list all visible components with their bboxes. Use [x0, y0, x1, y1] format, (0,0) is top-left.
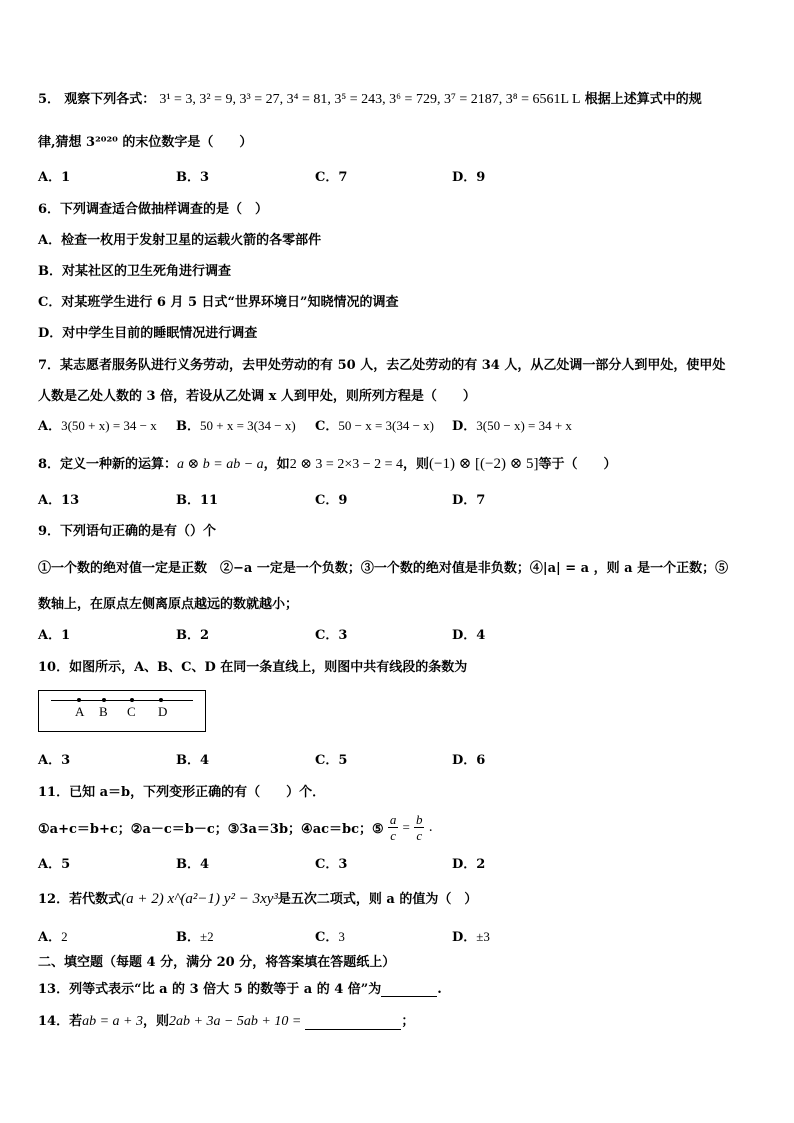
q9-line1: ①一个数的绝对值一定是正数 ②−a 一定是一个负数；③一个数的绝对值是非负数；④|a| = a ，则 a 是一个正数；⑤	[38, 561, 729, 576]
q12-stem-b: 是五次二项式，则 a 的值为（ ）	[277, 892, 478, 907]
q7-option-c-value: 50 − x = 3(34 − x)	[338, 418, 435, 433]
q11-option-c[interactable]: C．3	[315, 857, 348, 872]
q12-option-c[interactable]	[315, 926, 345, 945]
q13-answer-blank[interactable]	[381, 982, 437, 997]
q7-option-d[interactable]	[452, 415, 572, 434]
q7-option-a-value: 3(50 + x) = 34 − x	[61, 418, 157, 433]
q7-option-c-label: C．	[315, 419, 339, 434]
q11-fraction-a	[388, 812, 399, 843]
q9-stem: 9．下列语句正确的是有（）个	[38, 524, 217, 539]
q12-option-a[interactable]	[38, 926, 68, 945]
q8-options	[38, 489, 758, 509]
q14-answer-blank[interactable]	[305, 1015, 401, 1030]
q10-option-b[interactable]: B．4	[176, 753, 210, 768]
q11-items	[38, 812, 433, 846]
q9-option-b[interactable]: B．2	[176, 628, 210, 643]
q11-fraction-b	[414, 812, 425, 843]
q14-expression: 2ab + 3a − 5ab + 10 =	[169, 1014, 302, 1029]
q7-line2: 人数是乙处人数的 3 倍，若设从乙处调 x 人到甲处，则所列方程是（ ）	[38, 389, 476, 404]
q5-option-a[interactable]: A．1	[38, 170, 71, 185]
q12-option-c-value: 3	[338, 929, 345, 944]
q14-condition: ab = a + 3	[82, 1014, 143, 1029]
q5-powers: 3¹ = 3, 3² = 9, 3³ = 27, 3⁴ = 81, 3⁵ = 243, 3⁶ = 729, 3⁷ = 2187, 3⁸ = 6561L L	[159, 92, 581, 107]
q9-option-d[interactable]: D．4	[452, 628, 486, 643]
point-a-dot	[77, 698, 81, 702]
q9-option-a[interactable]: A．1	[38, 628, 71, 643]
q12-option-b[interactable]	[176, 926, 214, 945]
q7-option-a-label: A．	[38, 419, 62, 434]
q11-option-d[interactable]: D．2	[452, 857, 486, 872]
q11-option-b[interactable]: B．4	[176, 857, 210, 872]
q7-option-b-label: B．	[176, 419, 200, 434]
q13-text: 13．列等式表示“比 a 的 3 倍大 5 的数等于 a 的 4 倍”为	[38, 982, 382, 997]
q11-items-text: ①a+c＝b+c；②a－c＝b－c；③3a＝3b；④ac＝bc；⑤	[38, 822, 384, 837]
q8-stem-c: ，如	[263, 457, 290, 472]
q7-options	[38, 415, 758, 435]
q13-stem	[38, 978, 442, 997]
point-c-dot	[130, 698, 134, 702]
q14-end: ；	[401, 1014, 415, 1029]
q7-line1: 7．某志愿者服务队进行义务劳动，去甲处劳动的有 50 人，去乙处劳动的有 34 人，从乙处调一部分人到甲处，使甲处	[38, 358, 726, 373]
q6-option-c[interactable]: C．对某班学生进行 6 月 5 日式“世界环境日”知晓情况的调查	[38, 295, 399, 310]
q12-option-d[interactable]	[452, 926, 490, 945]
q5-line2: 律,猜想 3²⁰²⁰ 的末位数字是（ ）	[38, 135, 253, 150]
q14-stem-a: 14．若	[38, 1014, 83, 1029]
q6-option-a[interactable]: A．检查一枚用于发射卫星的运载火箭的各零部件	[38, 233, 322, 248]
q14-stem-b: ，则	[143, 1014, 170, 1029]
q8-example: 2 ⊗ 3 = 2×3 − 2 = 4	[289, 457, 403, 472]
q7-option-b-value: 50 + x = 3(34 − x)	[200, 418, 296, 433]
q11-frac-b-den: c	[416, 828, 423, 843]
q11-options	[38, 853, 758, 873]
q11-option-a[interactable]: A．5	[38, 857, 71, 872]
q8-option-b[interactable]: B．11	[176, 493, 219, 508]
q5-option-b[interactable]: B．3	[176, 170, 210, 185]
q8-expression: (−1) ⊗ [(−2) ⊗ 5]	[429, 456, 539, 472]
q5-number: 5．	[38, 92, 61, 107]
section-heading: 二、填空题（每题 4 分，满分 20 分，将答案填在答题纸上）	[38, 955, 396, 970]
q7-option-d-label: D．	[452, 419, 477, 434]
q12-stem-a: 12．若代数式	[38, 892, 122, 907]
q5-tail: 根据上述算式中的规	[584, 92, 702, 107]
q6-option-d[interactable]: D．对中学生目前的睡眠情况进行调查	[38, 326, 258, 341]
q11-frac-a-den: c	[390, 828, 396, 843]
q11-period: .	[428, 820, 433, 835]
q7-option-a[interactable]	[38, 415, 157, 434]
q8-option-d[interactable]: D．7	[452, 493, 486, 508]
point-d-label: D	[158, 704, 168, 719]
q5-options	[38, 166, 758, 186]
q12-option-b-label: B．	[176, 930, 200, 945]
q8-option-c[interactable]: C．9	[315, 493, 348, 508]
q12-option-d-value: ±3	[476, 929, 490, 944]
q8-option-a[interactable]: A．13	[38, 493, 80, 508]
q7-option-d-value: 3(50 − x) = 34 + x	[476, 418, 572, 433]
q12-option-d-label: D．	[452, 930, 477, 945]
point-b-label: B	[99, 704, 108, 719]
q10-option-c[interactable]: C．5	[315, 753, 348, 768]
point-b-dot	[102, 698, 106, 702]
q5-option-c[interactable]: C．7	[315, 170, 348, 185]
q11-frac-b-num: b	[415, 812, 423, 827]
q12-option-a-value: 2	[61, 929, 68, 944]
q13-end: .	[437, 982, 442, 997]
q8-stem-g: 等于（ ）	[538, 457, 617, 472]
q14-stem	[38, 1010, 414, 1030]
q12-option-b-value: ±2	[200, 929, 214, 944]
line-segment-figure	[38, 690, 206, 732]
q7-option-b[interactable]	[176, 415, 296, 434]
q12-expression: (a + 2) x^(a²−1) y² − 3xy³	[121, 891, 278, 907]
q8-stem-a: 8．定义一种新的运算：	[38, 457, 178, 472]
q12-options	[38, 926, 758, 946]
q12-option-c-label: C．	[315, 930, 339, 945]
point-c-label: C	[127, 704, 136, 719]
point-d-dot	[159, 698, 163, 702]
q7-option-c[interactable]	[315, 415, 434, 434]
q5-intro: 观察下列各式：	[64, 92, 156, 107]
q8-stem-e: ，则	[403, 457, 430, 472]
q10-option-d[interactable]: D．6	[452, 753, 486, 768]
q11-equals-sign: =	[402, 819, 410, 835]
q6-stem: 6．下列调查适合做抽样调查的是（ ）	[38, 202, 269, 217]
straight-line	[51, 700, 193, 701]
q5-line1	[38, 88, 702, 108]
q9-options	[38, 624, 758, 644]
q5-option-d[interactable]: D．9	[452, 170, 486, 185]
q8-operation: a ⊗ b = ab − a	[177, 457, 264, 472]
q10-option-a[interactable]: A．3	[38, 753, 71, 768]
q12-option-a-label: A．	[38, 930, 62, 945]
q9-option-c[interactable]: C．3	[315, 628, 348, 643]
q12-stem	[38, 888, 477, 908]
q8-stem	[38, 453, 617, 473]
q10-stem: 10．如图所示，A、B、C、D 在同一条直线上，则图中共有线段的条数为	[38, 660, 468, 675]
q6-option-b[interactable]: B．对某社区的卫生死角进行调查	[38, 264, 231, 279]
q11-frac-a-num: a	[389, 812, 397, 827]
q9-line2: 数轴上，在原点左侧离原点越远的数就越小；	[38, 597, 299, 612]
q10-options	[38, 749, 758, 769]
q11-stem: 11．已知 a＝b，下列变形正确的有（ ）个．	[38, 785, 326, 800]
point-a-label: A	[75, 704, 85, 719]
